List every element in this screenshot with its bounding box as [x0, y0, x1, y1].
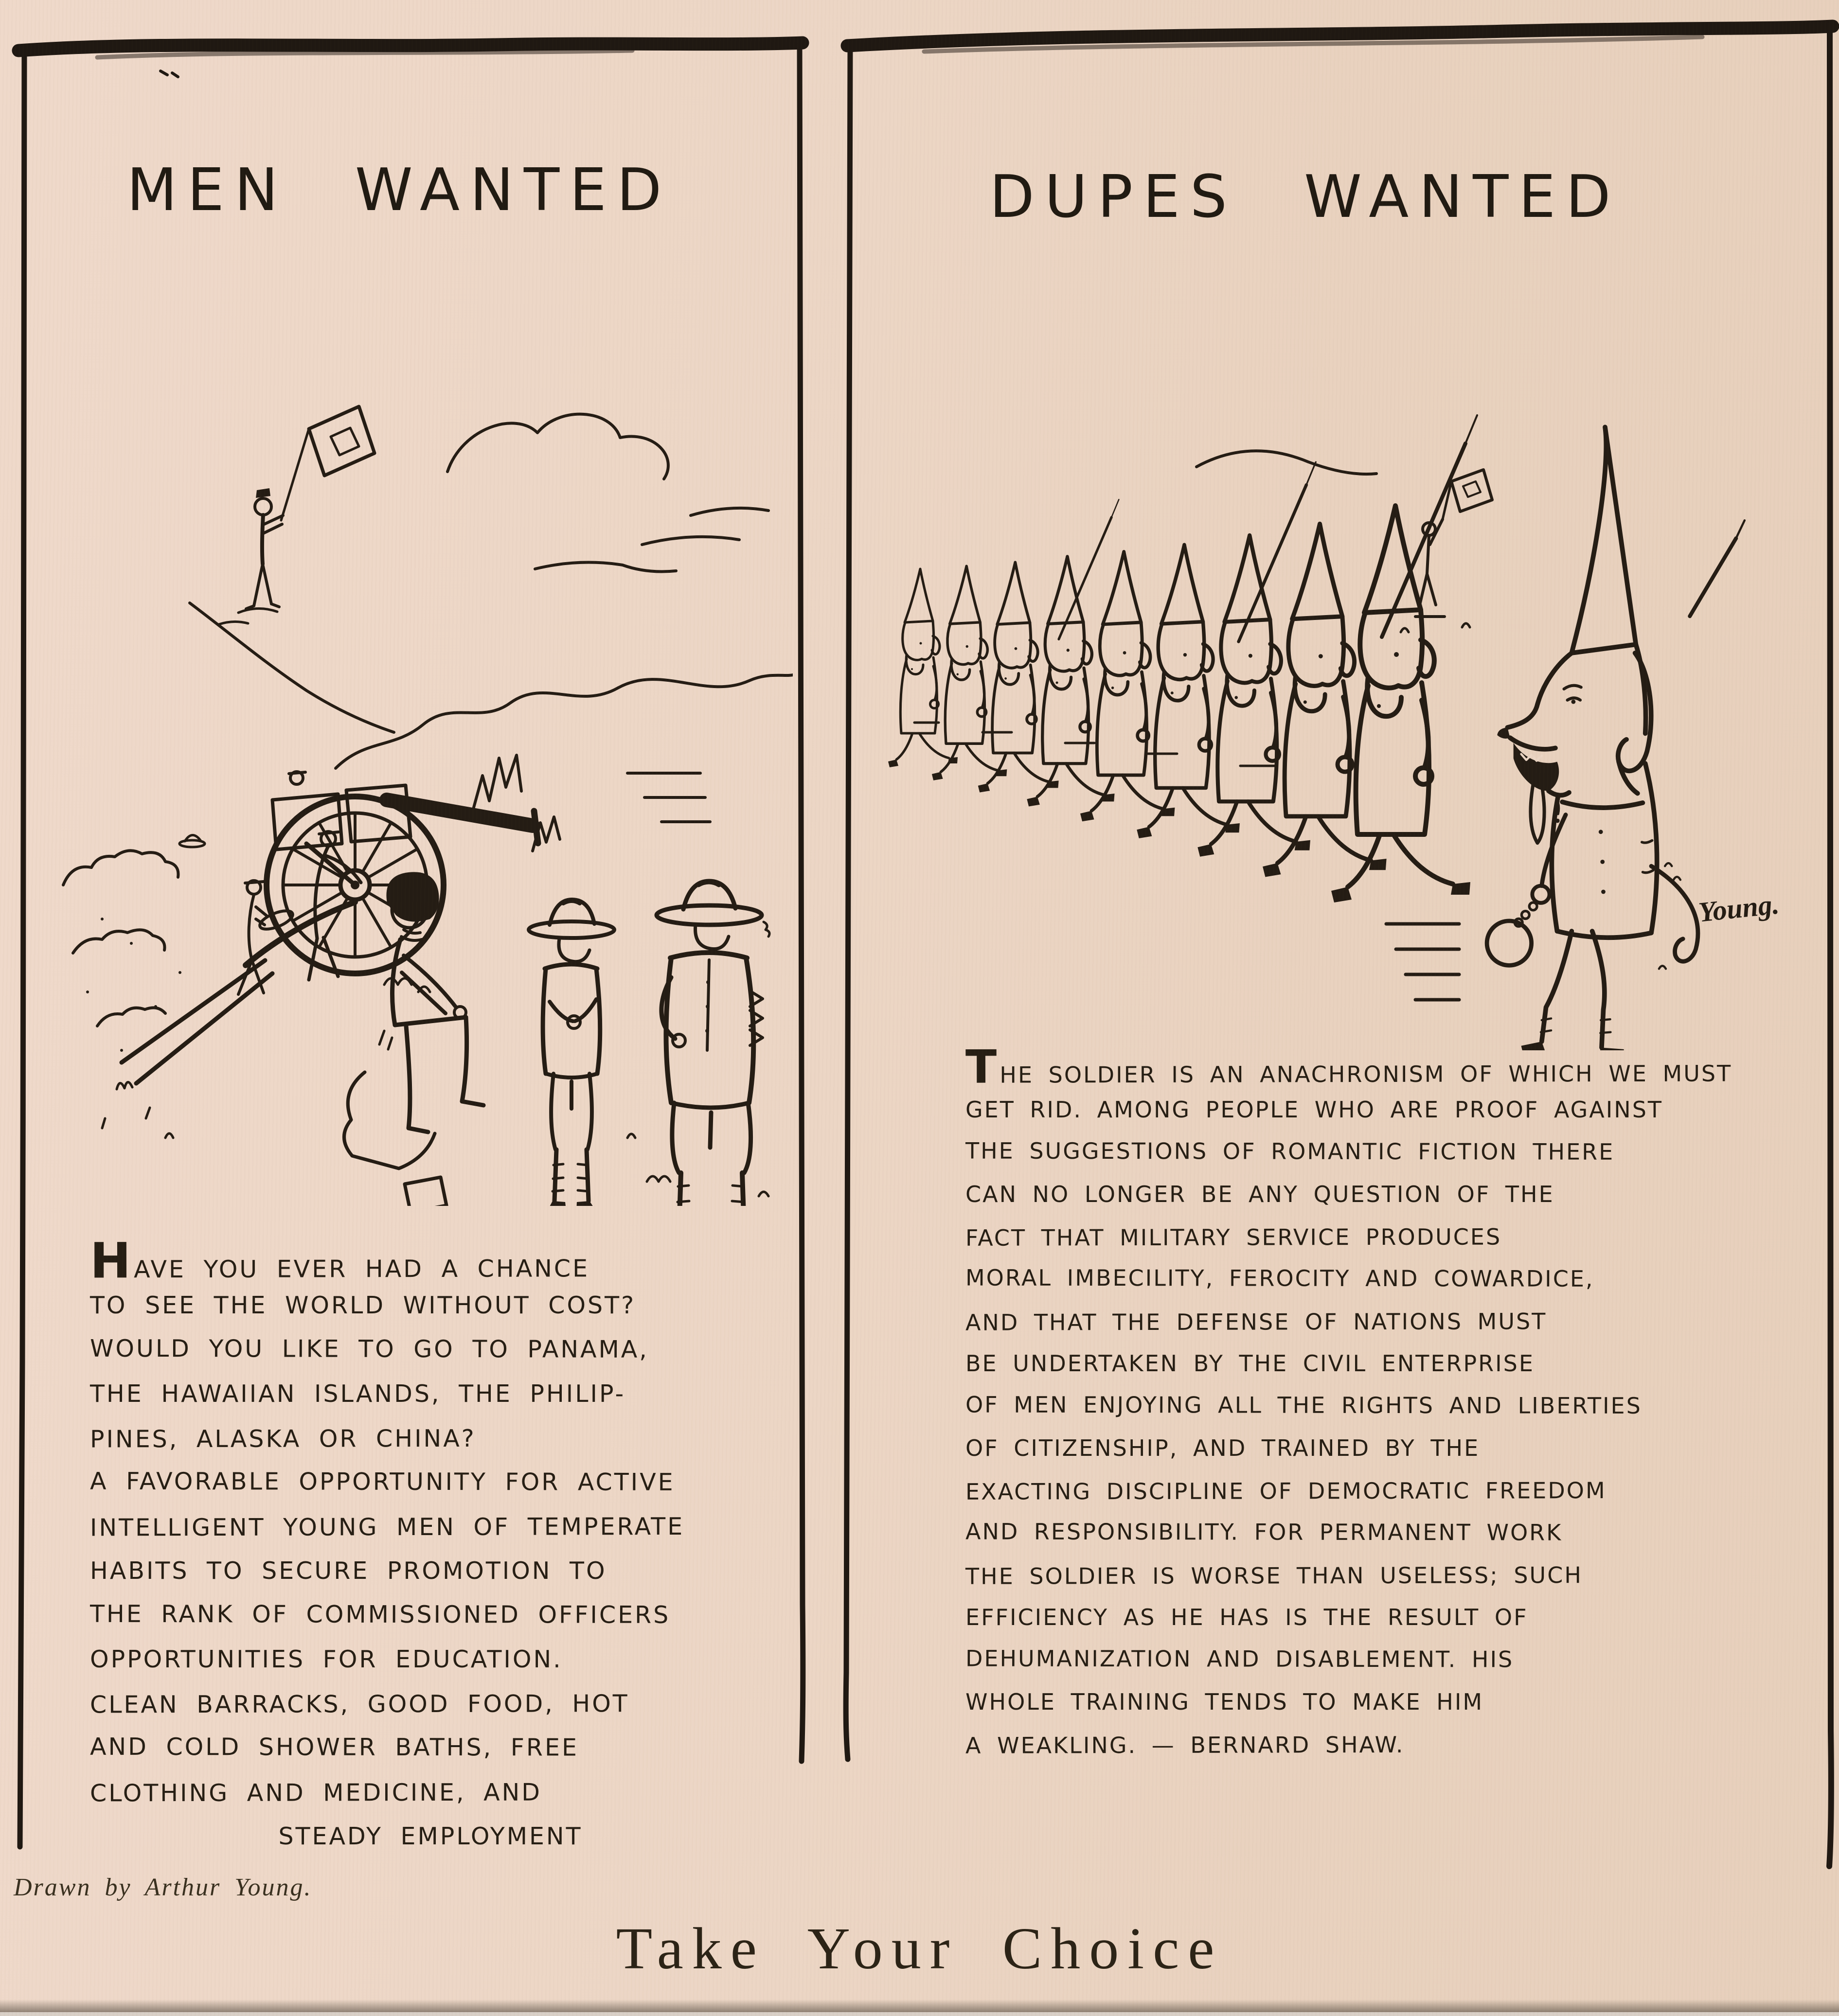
right-body-line: WHOLE TRAINING TENDS TO MAKE HIM	[965, 1689, 1484, 1715]
right-body-line: OF MEN ENJOYING ALL THE RIGHTS AND LIBERTIES	[965, 1391, 1642, 1419]
left-body-line: TO SEE THE WORLD WITHOUT COST?	[90, 1291, 636, 1319]
scan-edge-shadow	[0, 1999, 1839, 2012]
right-body-line: OF CITIZENSHIP, AND TRAINED BY THE	[965, 1435, 1480, 1461]
right-body-line: GET RID. AMONG PEOPLE WHO ARE PROOF AGAINST	[965, 1096, 1663, 1123]
right-body-line: EXACTING DISCIPLINE OF DEMOCRATIC FREEDOM	[965, 1477, 1607, 1505]
right-body-line: THE SUGGESTIONS OF ROMANTIC FICTION THERE	[965, 1137, 1615, 1165]
right-body-line: AND THAT THE DEFENSE OF NATIONS MUST	[965, 1308, 1547, 1336]
left-body-line: THE HAWAIIAN ISLANDS, THE PHILIP-	[90, 1380, 626, 1408]
left-body-line: THE RANK OF COMMISSIONED OFFICERS	[89, 1600, 671, 1629]
right-panel-title: DUPES WANTED	[989, 163, 1621, 231]
left-body-line: STEADY EMPLOYMENT	[278, 1822, 583, 1850]
right-body-line: A WEAKLING. — BERNARD SHAW.	[965, 1731, 1405, 1759]
marching-dupes-illustration	[856, 292, 1829, 1050]
left-body-line: CLEAN BARRACKS, GOOD FOOD, HOT	[89, 1690, 629, 1719]
artist-credit: Drawn by Arthur Young.	[14, 1874, 312, 1901]
recruiting-scene-illustration	[44, 311, 793, 1206]
right-body-line: THE SOLDIER IS AN ANACHRONISM OF WHICH WE MUST	[965, 1040, 1732, 1094]
left-body-line: PINES, ALASKA OR CHINA?	[89, 1424, 476, 1453]
left-body-line: A FAVORABLE OPPORTUNITY FOR ACTIVE	[89, 1467, 675, 1496]
right-panel-body	[965, 1040, 1788, 1766]
left-panel-title: MEN WANTED	[126, 157, 672, 224]
left-body-line: WOULD YOU LIKE TO GO TO PANAMA,	[89, 1334, 649, 1363]
right-body-line: DEHUMANIZATION AND DISABLEMENT. HIS	[965, 1645, 1514, 1673]
right-body-line: CAN NO LONGER BE ANY QUESTION OF THE	[965, 1181, 1554, 1207]
left-panel-body	[89, 1232, 771, 1858]
right-body-line: MORAL IMBECILITY, FEROCITY AND COWARDICE,	[965, 1264, 1594, 1292]
left-body-line: HAVE YOU EVER HAD A CHANCE	[89, 1232, 590, 1290]
right-body-line: EFFICIENCY AS HE HAS IS THE RESULT OF	[965, 1604, 1528, 1630]
right-body-line: FACT THAT MILITARY SERVICE PRODUCES	[965, 1223, 1502, 1251]
left-body-line: HABITS TO SECURE PROMOTION TO	[90, 1557, 607, 1585]
artist-signature: Young.	[1697, 888, 1781, 928]
left-body-line: CLOTHING AND MEDICINE, AND	[89, 1778, 542, 1807]
left-body-line: INTELLIGENT YOUNG MEN OF TEMPERATE	[89, 1512, 685, 1542]
scan-edge-strip	[0, 2012, 1839, 2016]
right-body-line: AND RESPONSIBILITY. FOR PERMANENT WORK	[965, 1518, 1563, 1546]
page-caption: Take Your Choice	[616, 1916, 1223, 1981]
left-body-line: OPPORTUNITIES FOR EDUCATION.	[90, 1645, 563, 1673]
right-body-line: THE SOLDIER IS WORSE THAN USELESS; SUCH	[965, 1562, 1583, 1590]
left-body-line: AND COLD SHOWER BATHS, FREE	[89, 1733, 579, 1762]
right-body-line: BE UNDERTAKEN BY THE CIVIL ENTERPRISE	[965, 1350, 1535, 1377]
